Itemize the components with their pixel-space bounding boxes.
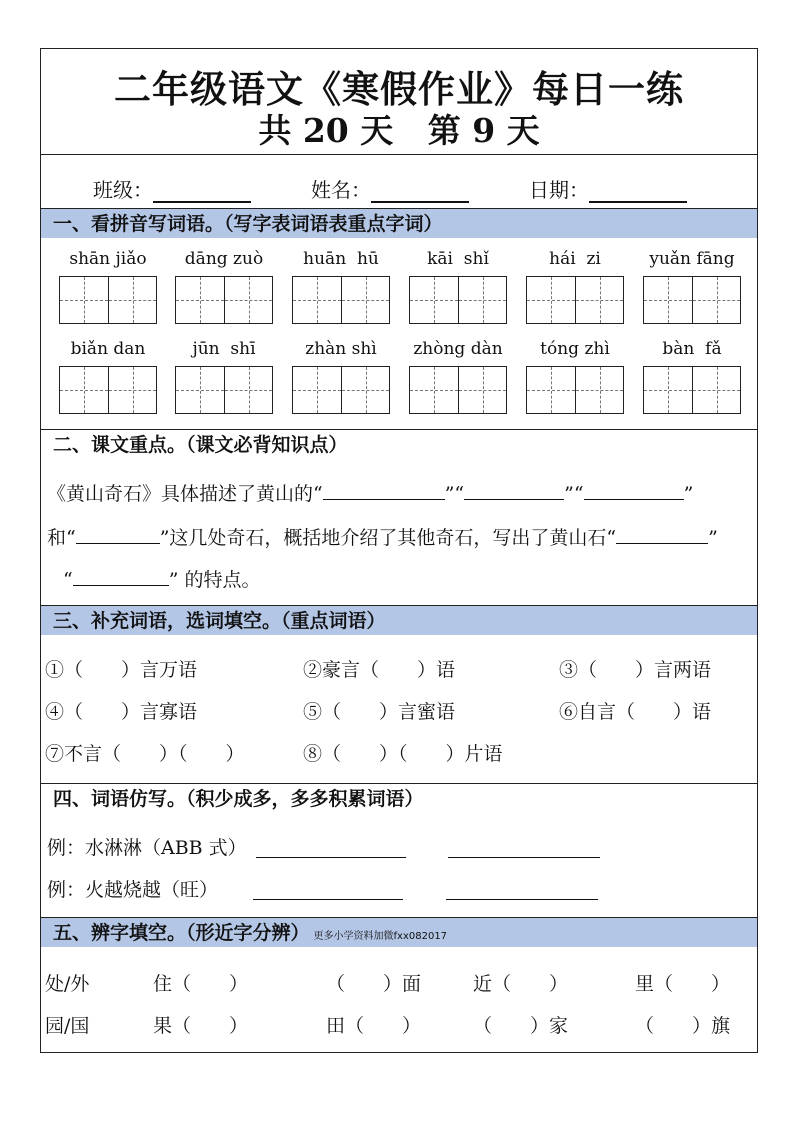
- name-field: [311, 174, 469, 203]
- section1-heading-text: 一、看拼音写词语。（写字表词语表重点字词）: [53, 213, 443, 235]
- date-label: 日期：: [529, 178, 589, 202]
- char-fill-item[interactable]: 近（ ）: [473, 973, 569, 995]
- idiom-item[interactable]: ⑦不言（ ）（ ）: [45, 743, 245, 765]
- student-info-row: [41, 154, 757, 208]
- idiom-item[interactable]: ③（ ）言两语: [559, 659, 712, 681]
- section3-heading: [41, 605, 757, 635]
- answer-blank[interactable]: [616, 525, 708, 544]
- date-field: [529, 174, 687, 203]
- char-fill-item[interactable]: （ ）旗: [635, 1015, 731, 1037]
- class-blank[interactable]: [153, 181, 251, 203]
- idiom-item[interactable]: ①（ ）言万语: [45, 659, 198, 681]
- answer-blank[interactable]: [76, 525, 160, 544]
- idiom-item[interactable]: ⑥自言（ ）语: [559, 701, 712, 723]
- pinyin-word-cell: [292, 249, 390, 271]
- pinyin-word-cell: [409, 249, 507, 271]
- pinyin-label: yuǎn fāng: [649, 249, 735, 269]
- answer-line[interactable]: [446, 899, 598, 900]
- idiom-item[interactable]: ④（ ）言寡语: [45, 701, 198, 723]
- answer-blank[interactable]: [464, 481, 564, 500]
- pinyin-word-cell: [526, 249, 624, 271]
- section2-text-1: 《黄山奇石》具体描述了黄山的“: [47, 483, 323, 505]
- writing-grid[interactable]: [175, 366, 273, 414]
- pinyin-label: huān hū: [303, 249, 379, 269]
- writing-grid[interactable]: [409, 276, 507, 324]
- pinyin-word-cell: [59, 339, 157, 361]
- pinyin-word-cell: [643, 249, 741, 271]
- answer-blank[interactable]: [73, 567, 169, 586]
- writing-grid[interactable]: [175, 276, 273, 324]
- imitation-example-2: 例：火越烧越（旺）: [47, 879, 219, 901]
- pinyin-label: zhàn shì: [305, 339, 377, 359]
- section2-line3: [63, 565, 260, 592]
- quote-mark: ”: [683, 483, 694, 505]
- writing-grid[interactable]: [526, 276, 624, 324]
- answer-blank[interactable]: [323, 481, 445, 500]
- idiom-item[interactable]: ⑧（ ）（ ）片语: [303, 743, 503, 765]
- char-fill-item[interactable]: 里（ ）: [635, 973, 731, 995]
- writing-grid[interactable]: [643, 276, 741, 324]
- answer-blank[interactable]: [584, 481, 684, 500]
- section1-heading: [41, 208, 757, 238]
- writing-grid[interactable]: [59, 366, 157, 414]
- pinyin-label: dāng zuò: [184, 249, 264, 269]
- section4-heading-text: 四、词语仿写。（积少成多，多多积累词语）: [53, 788, 424, 810]
- section4-heading: [41, 783, 757, 813]
- pinyin-label: zhòng dàn: [413, 339, 503, 359]
- date-blank[interactable]: [589, 181, 687, 203]
- section2-text-2: 和“: [47, 527, 76, 549]
- quote-mark: ”“: [444, 483, 465, 505]
- answer-line[interactable]: [448, 857, 600, 858]
- writing-grid[interactable]: [59, 276, 157, 324]
- char-fill-item[interactable]: 住（ ）: [153, 973, 249, 995]
- pinyin-label: hái zi: [549, 249, 601, 269]
- writing-grid[interactable]: [643, 366, 741, 414]
- pinyin-word-cell: [409, 339, 507, 361]
- char-fill-item[interactable]: （ ）家: [473, 1015, 569, 1037]
- idiom-item[interactable]: ②豪言（ ）语: [303, 659, 456, 681]
- pinyin-word-cell: [292, 339, 390, 361]
- class-field: [93, 174, 251, 203]
- worksheet-title: 二年级语文《寒假作业》每日一练: [114, 67, 684, 111]
- pinyin-word-cell: [175, 249, 273, 271]
- pinyin-label: kāi shǐ: [427, 249, 489, 269]
- pinyin-label: bàn fǎ: [662, 339, 722, 359]
- pinyin-word-cell: [526, 339, 624, 361]
- pinyin-label: biǎn dan: [70, 339, 146, 359]
- section2-text-3: ”这几处奇石，概括地介绍了其他奇石，写出了黄山石“: [159, 527, 617, 549]
- title-block: [41, 49, 757, 155]
- char-pair-label: 处/外: [45, 973, 90, 995]
- writing-grid[interactable]: [526, 366, 624, 414]
- char-fill-item[interactable]: 果（ ）: [153, 1015, 249, 1037]
- pinyin-label: shān jiǎo: [69, 249, 147, 269]
- section2-text-4: ” 的特点。: [168, 569, 261, 591]
- quote-mark: “: [63, 569, 73, 591]
- class-label: 班级：: [93, 178, 153, 202]
- name-blank[interactable]: [371, 181, 469, 203]
- section2-heading-text: 二、课文重点。（课文必背知识点）: [53, 434, 348, 456]
- section2-heading: [41, 429, 757, 459]
- char-fill-item[interactable]: 田（ ）: [326, 1015, 422, 1037]
- char-fill-item[interactable]: （ ）面: [326, 973, 422, 995]
- section3-heading-text: 三、补充词语，选词填空。（重点词语）: [53, 610, 386, 632]
- writing-grid[interactable]: [409, 366, 507, 414]
- section2-line2: [47, 523, 718, 550]
- quote-mark: ”“: [564, 483, 584, 505]
- pinyin-label: tóng zhì: [540, 339, 610, 359]
- footer-note: 更多小学资料加微fxx082017: [313, 931, 448, 942]
- section2-line1: [47, 479, 693, 506]
- quote-mark: ”: [708, 527, 718, 549]
- pinyin-word-cell: [643, 339, 741, 361]
- section5-heading: [41, 917, 757, 947]
- name-label: 姓名：: [311, 178, 371, 202]
- imitation-example-1: 例：水淋淋（ABB 式）: [47, 837, 247, 859]
- writing-grid[interactable]: [292, 276, 390, 324]
- pinyin-word-cell: [175, 339, 273, 361]
- writing-grid[interactable]: [292, 366, 390, 414]
- day-counter: 共 20 天 第 9 天: [258, 111, 540, 150]
- answer-line[interactable]: [253, 899, 403, 900]
- pinyin-word-cell: [59, 249, 157, 271]
- section5-heading-text: 五、辨字填空。（形近字分辨）: [53, 922, 310, 944]
- idiom-item[interactable]: ⑤（ ）言蜜语: [303, 701, 456, 723]
- pinyin-label: jūn shī: [192, 339, 256, 359]
- worksheet: [40, 48, 758, 1053]
- char-pair-label: 园/国: [45, 1015, 90, 1037]
- answer-line[interactable]: [256, 857, 406, 858]
